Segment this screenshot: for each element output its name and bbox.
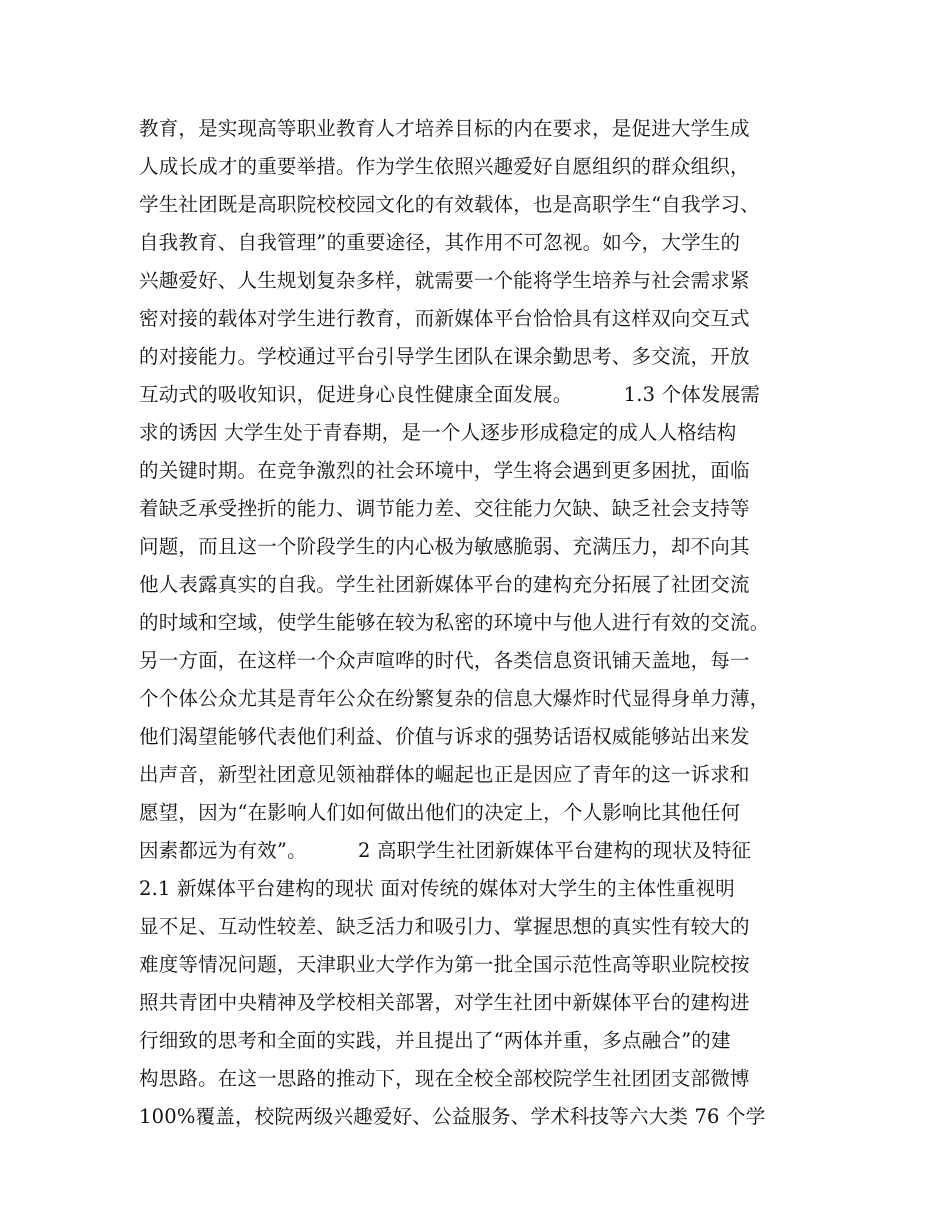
text-line: 互动式的吸收知识，促进身心良性健康全面发展。 1.3 个体发展需 bbox=[139, 383, 761, 406]
text-line: 100%覆盖，校院两级兴趣爱好、公益服务、学术科技等六大类 76 个学 bbox=[139, 1105, 766, 1128]
body-text bbox=[139, 110, 819, 1136]
text-line: 自我教育、自我管理”的重要途径，其作用不可忽视。如今，大学生的 bbox=[139, 231, 741, 254]
text-line: 难度等情况问题，天津职业大学作为第一批全国示范性高等职业院校按 bbox=[139, 953, 750, 976]
text-line: 行细致的思考和全面的实践，并且提出了“两体并重，多点融合”的建 bbox=[139, 1029, 731, 1052]
text-line: 构思路。在这一思路的推动下，现在全校全部校院学生社团团支部微博 bbox=[139, 1067, 750, 1090]
text-line: 他们渴望能够代表他们利益、价值与诉求的强势话语权威能够站出来发 bbox=[139, 725, 750, 748]
text-line: 另一方面，在这样一个众声喧哗的时代，各类信息资讯铺天盖地，每一 bbox=[139, 649, 750, 672]
text-line: 密对接的载体对学生进行教育，而新媒体平台恰恰具有这样双向交互式 bbox=[139, 307, 750, 330]
text-line: 的对接能力。学校通过平台引导学生团队在课余勤思考、多交流，开放 bbox=[139, 345, 750, 368]
text-line: 他人表露真实的自我。学生社团新媒体平台的建构充分拓展了社团交流 bbox=[139, 573, 750, 596]
text-line: 兴趣爱好、人生规划复杂多样，就需要一个能将学生培养与社会需求紧 bbox=[139, 269, 750, 292]
text-line: 人成长成才的重要举措。作为学生依照兴趣爱好自愿组织的群众组织， bbox=[139, 155, 750, 178]
text-line: 因素都远为有效”。 2 高职学生社团新媒体平台建构的现状及特征 bbox=[139, 839, 752, 862]
text-line: 个个体公众尤其是青年公众在纷繁复杂的信息大爆炸时代显得身单力薄， bbox=[139, 687, 770, 710]
text-line: 问题，而且这一个阶段学生的内心极为敏感脆弱、充满压力，却不向其 bbox=[139, 535, 750, 558]
text-line: 着缺乏承受挫折的能力、调节能力差、交往能力欠缺、缺乏社会支持等 bbox=[139, 497, 750, 520]
text-line: 愿望，因为“在影响人们如何做出他们的决定上，个人影响比其他任何 bbox=[139, 801, 741, 824]
text-line: 2.1 新媒体平台建构的现状 面对传统的媒体对大学生的主体性重视明 bbox=[139, 877, 736, 900]
text-line: 教育，是实现高等职业教育人才培养目标的内在要求，是促进大学生成 bbox=[139, 117, 750, 140]
text-line: 学生社团既是高职院校校园文化的有效载体，也是高职学生“自我学习、 bbox=[139, 193, 760, 216]
text-line: 显不足、互动性较差、缺乏活力和吸引力、掌握思想的真实性有较大的 bbox=[139, 915, 750, 938]
text-line: 的关键时期。在竞争激烈的社会环境中，学生将会遇到更多困扰，面临 bbox=[139, 459, 750, 482]
text-line: 求的诱因 大学生处于青春期，是一个人逐步形成稳定的成人人格结构 bbox=[139, 421, 737, 444]
text-line: 照共青团中央精神及学校相关部署，对学生社团中新媒体平台的建构进 bbox=[139, 991, 750, 1014]
text-line: 的时域和空域，使学生能够在较为私密的环境中与他人进行有效的交流。 bbox=[139, 611, 770, 634]
text-line: 出声音，新型社团意见领袖群体的崛起也正是因应了青年的这一诉求和 bbox=[139, 763, 750, 786]
